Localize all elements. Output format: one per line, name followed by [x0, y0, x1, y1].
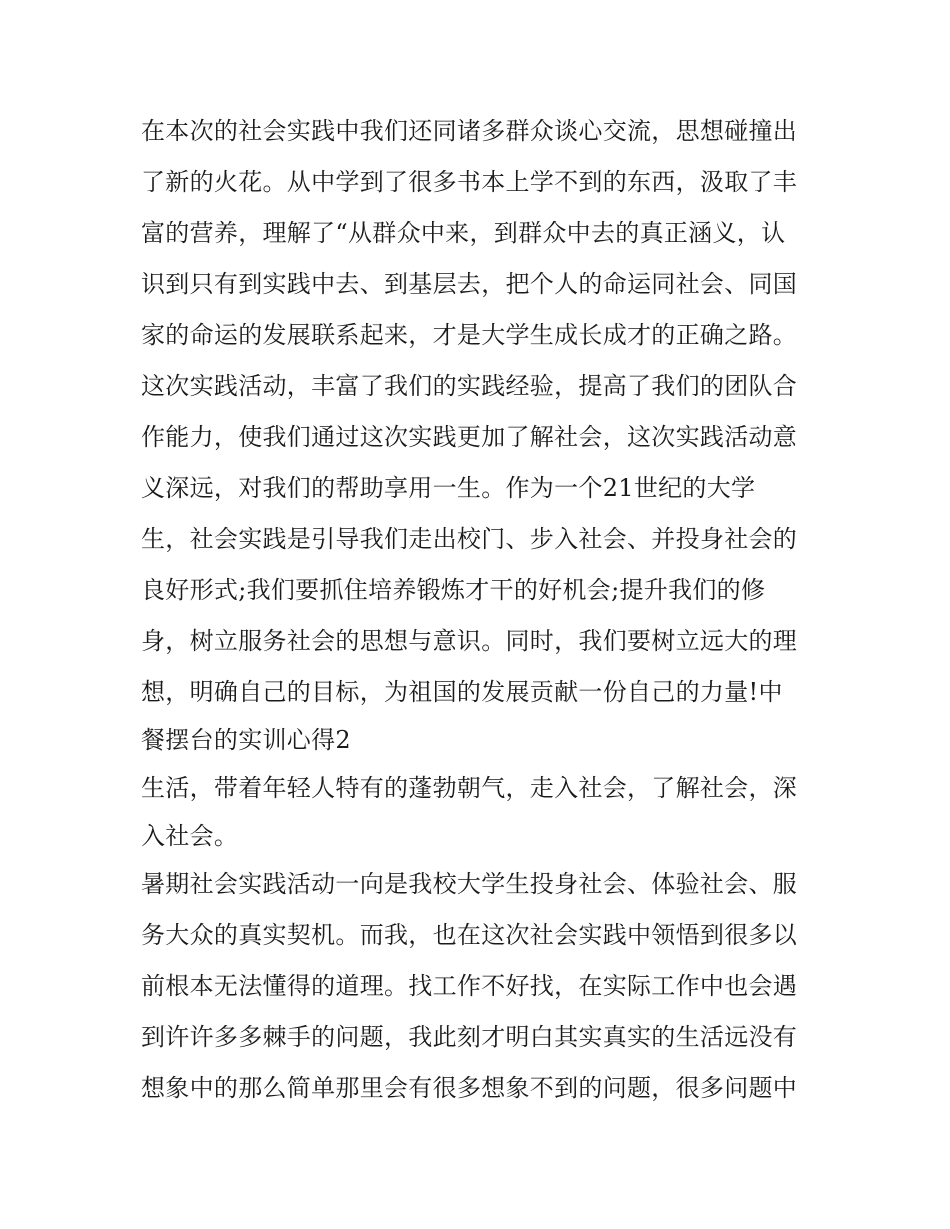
- text-line: 生，社会实践是引导我们走出校门、步入社会、并投身社会的: [141, 525, 798, 553]
- text-line: 良好形式;我们要抓住培养锻炼才干的好机会;提升我们的修: [141, 576, 766, 604]
- text-line: 前根本无法懂得的道理。找工作不好找，在实际工作中也会遇: [141, 972, 798, 1000]
- text-line: 入社会。: [141, 822, 239, 850]
- document-body: [141, 106, 821, 1114]
- text-line: 到许许多多棘手的问题，我此刻才明白其实真实的生活远没有: [141, 1023, 798, 1051]
- text-line: 生活，带着年轻人特有的蓬勃朝气，走入社会，了解社会，深: [141, 774, 798, 802]
- text-line: 暑期社会实践活动一向是我校大学生投身社会、体验社会、服: [141, 870, 798, 898]
- text-line: 作能力，使我们通过这次实践更加了解社会，这次实践活动意: [141, 423, 798, 451]
- text-line: 身，树立服务社会的思想与意识。同时，我们要树立远大的理: [141, 627, 798, 655]
- text-line: 想，明确自己的目标，为祖国的发展贡献一份自己的力量!中: [141, 678, 783, 706]
- text-line: 在本次的社会实践中我们还同诸多群众谈心交流，思想碰撞出: [141, 117, 798, 145]
- text-line: 义深远，对我们的帮助享用一生。作为一个21世纪的大学: [141, 474, 756, 502]
- text-line: 想象中的那么简单那里会有很多想象不到的问题，很多问题中: [141, 1074, 798, 1102]
- text-line: 了新的火花。从中学到了很多书本上学不到的东西，汲取了丰: [141, 168, 798, 196]
- text-line: 餐摆台的实训心得2: [141, 726, 351, 754]
- text-line: 这次实践活动，丰富了我们的实践经验，提高了我们的团队合: [141, 372, 798, 400]
- text-line: 富的营养，理解了“从群众中来，到群众中去的真正涵义，认: [141, 219, 786, 247]
- text-line: 家的命运的发展联系起来，才是大学生成长成才的正确之路。: [141, 321, 798, 349]
- text-line: 务大众的真实契机。而我，也在这次社会实践中领悟到很多以: [141, 921, 798, 949]
- text-line: 识到只有到实践中去、到基层去，把个人的命运同社会、同国: [141, 270, 798, 298]
